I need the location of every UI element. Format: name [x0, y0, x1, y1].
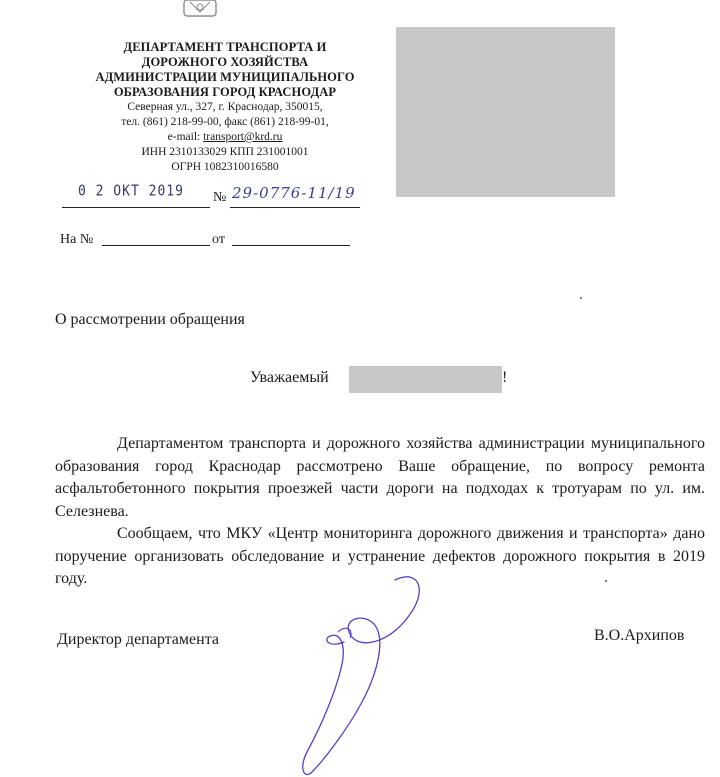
redacted-recipient-name [349, 366, 502, 393]
greeting-line [250, 369, 329, 387]
body-paragraph-1: Департаментом транспорта и дорожного хозяйства администрации муниципального образования город Краснодар рассмотрено Ваше обращение, по вопросу ремонта асфальтобетонного покрытия проезжей части дороги на подходах к тротуарам по ул. им. Селезнева. [55, 435, 705, 520]
org-ogrn: ОГРН 1082310016580 [171, 161, 279, 173]
org-address: Северная ул., 327, г. Краснодар, 350015, [127, 101, 323, 113]
body-paragraph-2: Сообщаем, что МКУ «Центр мониторинга дорожного движения и транспорта» дано поручение организовать обследование и устранение дефектов дорожного покрытия в 2019 году. [55, 525, 705, 587]
org-name-line-4: ОБРАЗОВАНИЯ ГОРОД КРАСНОДАР [113, 85, 337, 99]
org-name-line-2: ДОРОЖНОГО ХОЗЯЙСТВА [141, 55, 309, 69]
reply-from-label: от [212, 232, 225, 247]
greeting-exclamation: ! [502, 369, 508, 386]
letter-subject: О рассмотрении обращения [55, 311, 245, 328]
number-underline [230, 207, 360, 208]
letter-body [55, 433, 705, 591]
date-stamp: 0 2 ОКТ 2019 [78, 182, 184, 201]
org-name-line-1: ДЕПАРТАМЕНТ ТРАНСПОРТА И [123, 40, 327, 54]
org-email-line [50, 130, 400, 145]
org-inn-kpp: ИНН 2310133029 КПП 231001001 [141, 146, 309, 158]
email-prefix: e-mail: [167, 131, 204, 143]
org-name-line-3: АДМИНИСТРАЦИИ МУНИЦИПАЛЬНОГО [95, 70, 355, 84]
signatory-name: В.О.Архипов [594, 627, 685, 644]
reply-date-line [232, 245, 350, 246]
scan-dot [580, 297, 582, 299]
org-phones: тел. (861) 218-99-00, факс (861) 218-99-01, [121, 116, 329, 128]
reply-to-label: На № [60, 232, 94, 247]
email-link[interactable]: transport@krd.ru [203, 131, 283, 143]
reply-number-line [102, 245, 210, 246]
redacted-addressee [396, 27, 615, 197]
date-underline [62, 207, 210, 208]
letterhead [50, 40, 400, 175]
number-label: № [213, 190, 227, 205]
handwritten-reg-number: 29-0776-11/19 [232, 184, 356, 202]
coat-of-arms-icon [178, 0, 222, 18]
handwritten-signature [300, 572, 430, 777]
greeting-word: Уважаемый [250, 369, 329, 386]
signatory-position: Директор департамента [57, 631, 219, 648]
